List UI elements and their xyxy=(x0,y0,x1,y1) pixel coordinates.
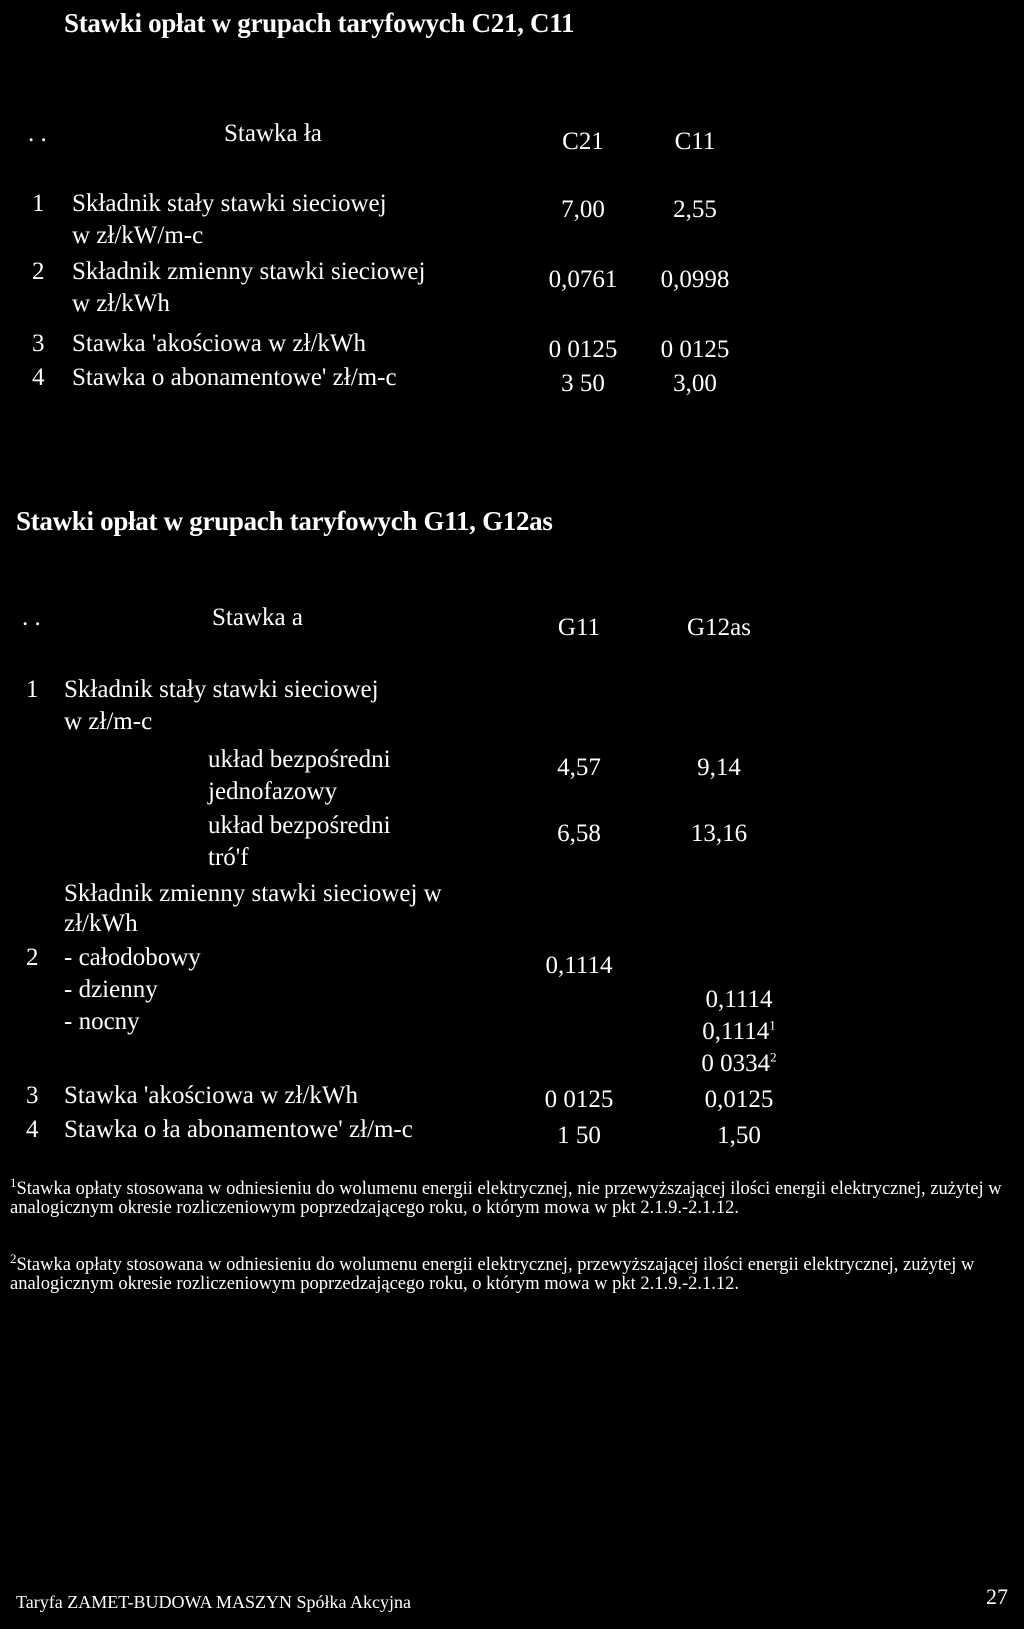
row-label: Stawka 'akościowa w zł/kWh xyxy=(72,330,367,357)
row-label: Składnik zmienny stawki sieciowej w xyxy=(64,880,442,907)
row-label-unit: w zł/kW/m-c xyxy=(72,222,204,249)
page-number: 27 xyxy=(986,1584,1008,1609)
row-label-unit: w zł/m-c xyxy=(64,708,153,735)
row-label: Składnik stały stawki sieciowej xyxy=(72,190,387,217)
extra-value-g12as: 0 0334$^2$ xyxy=(701,1049,777,1077)
subrow-value-g12as: 9,14 xyxy=(697,754,741,781)
row-value-g12as: 0,0125 xyxy=(704,1086,774,1113)
footer-text: Taryfa ZAMET-BUDOWA MASZYN Spółka Akcyjna xyxy=(16,1592,412,1612)
subrow-label-2: tró'f xyxy=(208,844,249,871)
footnote-text: Stawka opłaty stosowana w odniesieniu do wolumenu energii elektrycznej, przewyższającej ilości energii elektrycznej, zużytej w analogicznym okresie rozliczeniowym poprzedzającego roku, o którym mowa w pkt 2.1.9.-2.1.12. xyxy=(10,1255,975,1294)
footnote-mark: 1 xyxy=(769,1017,776,1033)
row-value-g11: 0 0125 xyxy=(544,1086,614,1113)
item-label: - dzienny xyxy=(64,976,158,1003)
footnote-2 xyxy=(10,1250,1005,1294)
row-label-unit: zł/kWh xyxy=(64,910,138,937)
header-label: Stawka ła xyxy=(224,120,322,147)
item-value-g12as: 0,1114$^1$ xyxy=(702,1017,776,1045)
row-num: 3 xyxy=(26,1082,39,1109)
item-value-g11: 0,1114 xyxy=(545,952,613,979)
row-value-c21: 0,0761 xyxy=(548,266,618,293)
subrow-value-g11: 4,57 xyxy=(557,754,601,781)
subrow-label: układ bezpośredni xyxy=(208,746,391,773)
row-label: Stawka o ła abonamentowe' zł/m-c xyxy=(64,1116,413,1143)
row-value-c21: 3 50 xyxy=(561,370,605,397)
subrow-label-2: jednofazowy xyxy=(208,778,338,805)
footnote-text: Stawka opłaty stosowana w odniesieniu do wolumenu energii elektrycznej, nie przewyższającej ilości energii elektrycznej, zużytej w analogicznym okresie rozliczeniowym poprzedzającego roku, o którym mowa w pkt 2.1.9.-2.1.12. xyxy=(10,1179,1002,1218)
footnote-mark: 1 xyxy=(10,1174,17,1190)
subrow-label: układ bezpośredni xyxy=(208,812,391,839)
header-col-g12as: G12as xyxy=(687,614,751,641)
row-label: Stawka o abonamentowe' zł/m-c xyxy=(72,364,397,391)
header-label: Stawka a xyxy=(212,604,303,631)
row-value-g12as: 1,50 xyxy=(717,1122,761,1149)
row-num: 4 xyxy=(26,1116,39,1143)
section2-title: Stawki opłat w grupach taryfowych G11, G12as xyxy=(16,506,553,536)
header-num: . . xyxy=(28,120,47,147)
row-num: 4 xyxy=(32,364,45,391)
row-label: Składnik zmienny stawki sieciowej xyxy=(72,258,426,285)
row-value-c21: 0 0125 xyxy=(548,336,618,363)
row-num: 1 xyxy=(26,676,39,703)
subrow-value-g11: 6,58 xyxy=(557,820,601,847)
row-num: 3 xyxy=(32,330,45,357)
item-label: - nocny xyxy=(64,1008,140,1035)
footnote-1 xyxy=(10,1174,1005,1218)
footnote-mark: 2 xyxy=(10,1250,17,1266)
row-value-c21: 7,00 xyxy=(561,196,605,223)
row-value-c11: 0 0125 xyxy=(660,336,730,363)
row-value-c11: 0,0998 xyxy=(660,266,730,293)
header-col-g11: G11 xyxy=(557,614,601,641)
header-col-c11: C11 xyxy=(674,128,716,155)
section1-title: Stawki opłat w grupach taryfowych C21, C11 xyxy=(64,8,575,38)
row-num: 2 xyxy=(26,944,39,971)
header-col-c21: C21 xyxy=(562,128,604,155)
row-value-c11: 3,00 xyxy=(673,370,717,397)
row-num: 1 xyxy=(32,190,45,217)
row-label: Składnik stały stawki sieciowej xyxy=(64,676,379,703)
item-label: - całodobowy xyxy=(64,944,201,971)
header-num: . . xyxy=(22,604,41,631)
footnote-mark: 2 xyxy=(770,1049,777,1065)
subrow-value-g12as: 13,16 xyxy=(690,820,748,847)
row-label-unit: w zł/kWh xyxy=(72,290,170,317)
row-label: Stawka 'akościowa w zł/kWh xyxy=(64,1082,359,1109)
item-value-g12as: 0,1114 xyxy=(705,986,773,1013)
row-value-g11: 1 50 xyxy=(557,1122,601,1149)
row-num: 2 xyxy=(32,258,45,285)
row-value-c11: 2,55 xyxy=(673,196,717,223)
